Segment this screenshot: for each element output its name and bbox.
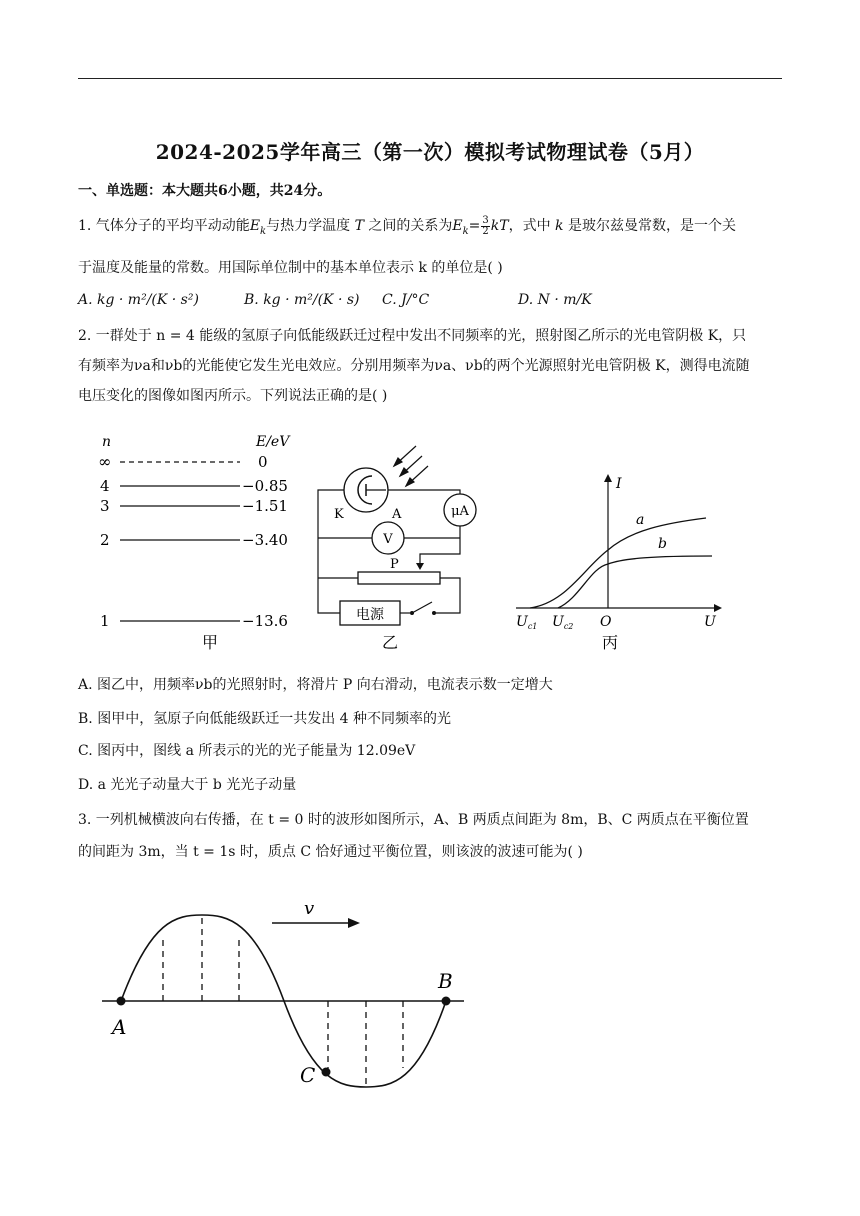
caption-bing: 丙 <box>602 633 619 652</box>
figure-energy-levels <box>90 428 310 658</box>
caption-jia: 甲 <box>202 633 219 652</box>
section-heading: 一、单选题：本大题共6小题，共24分。 <box>78 183 332 199</box>
level-n-1: 1 <box>100 612 110 630</box>
caption-yi: 乙 <box>382 633 399 652</box>
option-c[interactable]: C. J/°C <box>382 292 430 308</box>
figure-wave <box>96 890 476 1100</box>
label-a: A <box>112 1015 127 1039</box>
option-b[interactable]: B. kg · m²/(K · s) <box>244 292 360 308</box>
option-a[interactable]: A. kg · m²/(K · s²) <box>78 292 199 308</box>
figure-circuit <box>310 440 490 658</box>
incident-light-arrows <box>394 446 428 486</box>
i-label: I <box>616 476 622 492</box>
question-2-option-c[interactable]: C. 图丙中，图线 a 所表示的光的光子能量为 12.09eV <box>78 743 416 759</box>
velocity-label: v <box>304 898 315 919</box>
level-e-2: −3.40 <box>242 531 288 549</box>
question-2-line-1: 2. 一群处于 n = 4 能级的氢原子向低能级跃迁过程中发出不同频率的光，照射图乙所示的光电管阴极 K，只 <box>78 328 747 344</box>
label-p: P <box>390 557 399 572</box>
u-label: U <box>704 614 716 630</box>
curve-a-label: a <box>636 512 645 528</box>
point-a <box>117 997 126 1006</box>
label-c: C <box>300 1063 316 1087</box>
level-n-2: 2 <box>100 531 110 549</box>
origin-label: O <box>600 614 612 630</box>
label-b: B <box>438 969 453 993</box>
question-3-line-1: 3. 一列机械横波向右传播，在 t = 0 时的波形如图所示，A、B 两质点间距为 8m，B、C 两质点在平衡位置 <box>78 812 749 828</box>
label-a: A <box>392 507 402 522</box>
switch <box>412 602 432 613</box>
fraction: $\frac{3}{2}$ <box>482 214 489 237</box>
question-2-line-3: 电压变化的图像如图丙所示。下列说法正确的是( ) <box>78 388 388 404</box>
question-1-line-1: 1. 气体分子的平均平动动能$E_k$与热力学温度 T 之间的关系为$E_k=$ $\frac{3}{2}$ kT，式中 k 是玻尔兹曼常数，是一个关 <box>78 214 736 237</box>
label-voltmeter: V <box>383 532 393 547</box>
label-microammeter: μA <box>451 504 469 519</box>
curve-b-label: b <box>658 536 667 552</box>
uc1-label: $U_{c1}$ <box>516 614 538 631</box>
point-b <box>442 997 451 1006</box>
rheostat <box>358 572 440 584</box>
header-rule <box>78 78 782 79</box>
figure-iu-curves <box>506 468 736 658</box>
question-2-option-d[interactable]: D. a 光光子动量大于 b 光光子动量 <box>78 777 297 793</box>
uc2-label: $U_{c2}$ <box>552 614 574 631</box>
question-2-option-a[interactable]: A. 图乙中，用频率νb的光照射时，将滑片 P 向右滑动，电流表示数一定增大 <box>78 677 553 693</box>
level-e-1: −13.6 <box>242 612 288 630</box>
question-1-line-2: 于温度及能量的常数。用国际单位制中的基本单位表示 k 的单位是( ) <box>78 260 503 276</box>
energy-label: E/eV <box>256 434 290 450</box>
level-n-3: 3 <box>100 497 110 515</box>
curve-a <box>530 518 706 608</box>
option-d[interactable]: D. N · m/K <box>518 292 592 308</box>
question-2-line-2: 有频率为νa和νb的光能使它发生光电效应。分别用频率为νa、νb的两个光源照射光电管阴极 K，测得电流随 <box>78 358 750 374</box>
slider-p-arrow <box>416 563 424 570</box>
question-2-option-b[interactable]: B. 图甲中，氢原子向低能级跃迁一共发出 4 种不同频率的光 <box>78 711 451 727</box>
label-k: K <box>334 507 344 522</box>
question-3-line-2: 的间距为 3m，当 t = 1s 时，质点 C 恰好通过平衡位置，则该波的波速可能为( ) <box>78 844 583 860</box>
level-e-4: −0.85 <box>242 477 288 495</box>
level-e-3: −1.51 <box>242 497 288 515</box>
level-n-4: 4 <box>100 477 110 495</box>
n-label: n <box>102 434 112 450</box>
page-title: 2024-2025学年高三（第一次）模拟考试物理试卷（5月） <box>155 140 705 164</box>
label-power-source: 电源 <box>356 607 384 623</box>
point-c <box>322 1068 331 1077</box>
level-n-inf: ∞ <box>98 452 112 471</box>
curve-b <box>558 556 712 608</box>
level-e-inf: 0 <box>258 453 268 471</box>
